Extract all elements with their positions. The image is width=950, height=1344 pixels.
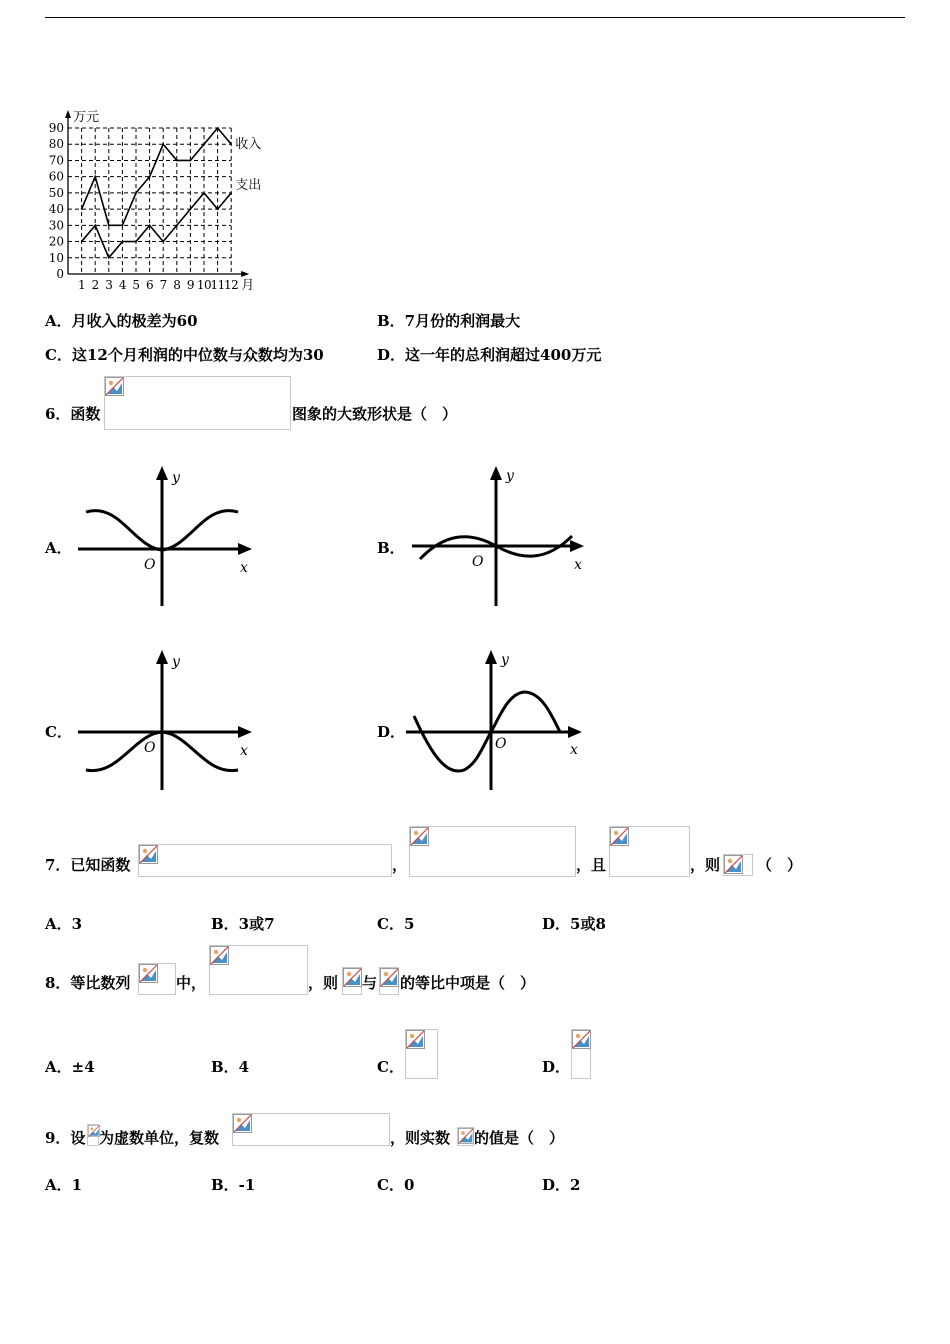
y-axis-label: 万元: [73, 110, 100, 125]
q8-mid: 中，: [176, 974, 207, 992]
q6-graph-b[interactable]: [406, 462, 588, 610]
q6-a-origin-label: O: [144, 557, 156, 573]
q5-option-a[interactable]: A．月收入的极差为60: [45, 312, 198, 330]
x-axis-arrow: [241, 271, 249, 277]
data-point: [135, 192, 137, 194]
q7-unknown-image: [723, 854, 753, 876]
x-tick-label: 7: [159, 278, 167, 290]
y-tick-label: 70: [48, 153, 64, 168]
y-tick-label: 30: [48, 218, 64, 233]
q6-suffix: 图象的大致形状是（ ）: [292, 405, 458, 423]
data-point: [203, 143, 205, 145]
x-tick-label: 6: [146, 278, 154, 290]
broken-image-icon: [139, 845, 158, 864]
x-tick-label: 9: [186, 278, 194, 290]
q9-i-image: [87, 1124, 99, 1146]
broken-image-icon: [610, 827, 629, 846]
data-point: [217, 127, 219, 129]
broken-image-icon: [724, 855, 743, 874]
q6-b-y-label: y: [506, 468, 514, 484]
q7-option-d[interactable]: D．5或8: [542, 915, 606, 933]
data-point: [108, 225, 110, 227]
q6-a-x-label: x: [240, 560, 248, 576]
data-point: [190, 208, 192, 210]
q8-option-d-image: [571, 1029, 591, 1079]
q7-given-image: [609, 826, 690, 877]
q6-c-x-label: x: [240, 743, 248, 759]
q5-option-c[interactable]: C．这12个月利润的中位数与众数均为30: [45, 346, 324, 364]
data-point: [203, 192, 205, 194]
data-point: [108, 257, 110, 259]
y-tick-label: 60: [48, 169, 64, 184]
q7-then: ，则: [690, 856, 721, 874]
income-expense-chart: [40, 108, 300, 290]
q9-p1: 9．设: [45, 1129, 86, 1147]
y-tick-label: 50: [48, 185, 64, 200]
data-point: [162, 241, 164, 243]
data-point: [176, 225, 178, 227]
q7-paren: （ ）: [757, 856, 803, 874]
q7-option-c[interactable]: C．5: [377, 915, 415, 933]
broken-image-icon: [210, 946, 229, 965]
x-tick-label: 2: [91, 278, 99, 290]
q8-option-c-image: [405, 1029, 438, 1079]
data-point: [135, 241, 137, 243]
q6-d-x-label: x: [570, 742, 578, 758]
q5-option-b[interactable]: B．7月份的利润最大: [377, 312, 521, 330]
q8-sequence-image: [138, 963, 176, 995]
q7-prefix: 7．已知函数: [45, 856, 131, 874]
q8-term-a-image: [342, 967, 362, 995]
q9-complex-image: [232, 1113, 390, 1146]
data-point: [162, 143, 164, 145]
q7-function-image: [138, 844, 392, 877]
y-tick-label: 80: [48, 137, 64, 152]
q9-p2: 为虚数单位，复数: [99, 1129, 220, 1147]
y-axis-arrow: [65, 110, 71, 118]
q9-option-d[interactable]: D．2: [542, 1176, 581, 1194]
x-tick-label: 12: [224, 278, 239, 290]
q9-p4: 的值是（ ）: [474, 1129, 565, 1147]
y-tick-label: 40: [48, 202, 64, 217]
q7-condition-image: [409, 826, 576, 877]
data-point: [94, 176, 96, 178]
q7-comma: ，: [392, 856, 408, 874]
q9-option-c[interactable]: C．0: [377, 1176, 415, 1194]
q7-option-a[interactable]: A．3: [45, 915, 83, 933]
data-point: [217, 208, 219, 210]
q6-formula-image: [104, 376, 291, 430]
data-point: [81, 208, 83, 210]
x-tick-label: 3: [105, 278, 113, 290]
q9-p3: ，则实数: [390, 1129, 451, 1147]
data-point: [81, 241, 83, 243]
q6-option-b-label[interactable]: B．: [377, 539, 405, 557]
broken-image-icon: [105, 377, 124, 396]
q8-option-c[interactable]: C．: [377, 1058, 404, 1076]
series-label: 支出: [235, 177, 262, 193]
q8-suffix: 的等比中项是（ ）: [400, 974, 536, 992]
broken-image-icon: [406, 1030, 425, 1049]
q6-graph-c[interactable]: [74, 646, 254, 794]
q6-graph-a[interactable]: [74, 462, 254, 610]
broken-image-icon: [139, 964, 158, 983]
broken-image-icon: [343, 968, 362, 987]
q6-a-y-label: y: [172, 470, 180, 486]
q6-b-x-label: x: [574, 557, 582, 573]
q5-option-d[interactable]: D．这一年的总利润超过400万元: [377, 346, 602, 364]
q8-term-b-image: [379, 967, 399, 995]
q7-option-b[interactable]: B．3或7: [211, 915, 275, 933]
broken-image-icon: [410, 827, 429, 846]
broken-image-icon: [380, 968, 399, 987]
data-point: [230, 192, 232, 194]
y-tick-label: 0: [56, 267, 64, 281]
q6-b-origin-label: O: [472, 554, 484, 570]
q8-then: ，则: [308, 974, 339, 992]
q9-a-image: [457, 1127, 474, 1146]
series-label: 收入: [235, 137, 262, 153]
y-tick-label: 90: [48, 121, 64, 135]
broken-image-icon: [233, 1114, 252, 1133]
q7-and: ，且: [576, 856, 607, 874]
x-tick-label: 1: [78, 278, 86, 290]
q8-option-a[interactable]: A．±4: [45, 1058, 95, 1076]
x-tick-label: 4: [118, 278, 126, 290]
data-point: [176, 160, 178, 162]
broken-image-icon: [458, 1128, 474, 1144]
header-rule: [45, 17, 905, 18]
q8-condition-image: [209, 945, 308, 995]
q6-d-y-label: y: [501, 652, 509, 668]
data-point: [94, 225, 96, 227]
broken-image-icon: [572, 1030, 591, 1049]
q6-prefix: 6．函数: [45, 405, 101, 423]
data-point: [149, 176, 151, 178]
x-tick-label: 8: [173, 278, 181, 290]
data-point: [122, 225, 124, 227]
x-tick-label: 11: [210, 278, 225, 290]
q8-with: 与: [362, 974, 378, 992]
q9-option-a[interactable]: A．1: [45, 1176, 83, 1194]
q6-c-y-label: y: [172, 654, 180, 670]
q6-graph-d[interactable]: [402, 646, 588, 794]
data-point: [190, 160, 192, 162]
x-axis-label: 月: [241, 278, 255, 290]
y-tick-label: 10: [48, 250, 64, 265]
q9-option-b[interactable]: B．-1: [211, 1176, 256, 1194]
data-point: [230, 143, 232, 145]
q6-option-a-label[interactable]: A．: [45, 539, 72, 557]
data-point: [149, 225, 151, 227]
q6-d-origin-label: O: [495, 736, 507, 752]
q6-option-d-label[interactable]: D．: [377, 723, 406, 741]
x-tick-label: 5: [132, 278, 140, 290]
q8-option-d[interactable]: D．: [542, 1058, 571, 1076]
q6-c-origin-label: O: [144, 740, 156, 756]
q8-option-b[interactable]: B．4: [211, 1058, 250, 1076]
y-tick-label: 20: [48, 234, 64, 249]
q8-prefix: 8．等比数列: [45, 974, 131, 992]
data-point: [122, 241, 124, 243]
q6-option-c-label[interactable]: C．: [45, 723, 72, 741]
x-tick-label: 10: [196, 278, 212, 290]
